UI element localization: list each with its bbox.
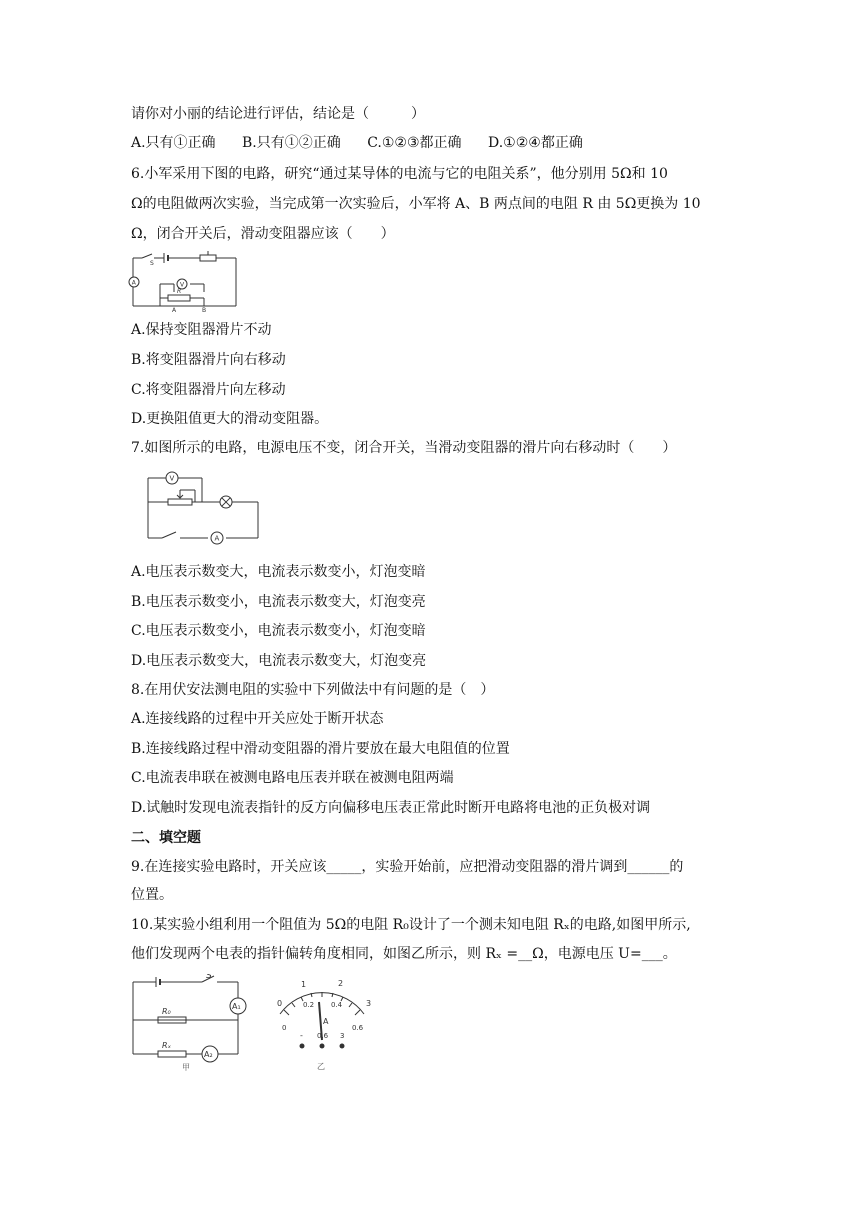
q5-option-a: A.只有①正确 xyxy=(131,135,216,151)
q10-yi-terminal-dot-3 xyxy=(340,1044,345,1049)
q10-line-1: 10.某实验小组利用一个阻值为 5Ω的电阻 R₀设计了一个测未知电阻 Rₓ的电路,如图甲所示, xyxy=(131,917,691,933)
q6-stem-line-3: Ω，闭合开关后，滑动变阻器应该（ ） xyxy=(131,226,395,242)
q5-option-c: C.①②③都正确 xyxy=(367,135,462,151)
q7-fig-ammeter-label: A xyxy=(214,534,220,543)
q6-fig-switch-label: S xyxy=(150,260,154,267)
q10-yi-terminal-dot-neg xyxy=(300,1044,305,1049)
q10-jia-ammeter2-label: A₂ xyxy=(204,1050,213,1059)
q10-yi-caption: 乙 xyxy=(317,1062,325,1071)
q7-circuit-figure xyxy=(140,466,264,550)
q10-figure-yi xyxy=(262,972,380,1074)
q10-yi-outer-tick-2: 2 xyxy=(338,979,344,988)
q6-option-b: B.将变阻器滑片向右移动 xyxy=(131,352,286,368)
q10-yi-outer-tick-0: 0 xyxy=(277,999,283,1008)
q10-jia-rx-label: Rₓ xyxy=(162,1041,172,1050)
q8-option-c: C.电流表串联在被测电路电压表并联在被测电阻两端 xyxy=(131,770,454,786)
q8-option-d: D.试触时发现电流表指针的反方向偏移电压表正常此时断开电路将电池的正负极对调 xyxy=(131,800,651,816)
q10-jia-ammeter1-label: A₁ xyxy=(232,1002,241,1011)
q10-yi-outer-tick-1: 1 xyxy=(301,980,307,989)
q10-yi-inner-tick-3: 0.6 xyxy=(352,1024,364,1032)
q10-jia-r0-label: R₀ xyxy=(162,1007,171,1016)
q10-line-2: 他们发现两个电表的指针偏转角度相同，如图乙所示，则 Rₓ =__Ω，电源电压 U=___。 xyxy=(131,946,677,962)
q10-yi-terminal-06: 0.6 xyxy=(317,1032,329,1040)
q10-yi-terminal-neg: - xyxy=(300,1031,303,1040)
q7-option-b: B.电压表示数变小，电流表示数变大，灯泡变亮 xyxy=(131,594,426,610)
q5-option-d: D.①②④都正确 xyxy=(488,135,583,151)
q10-figure-jia xyxy=(130,974,250,1074)
q6-option-d: D.更换阻值更大的滑动变阻器。 xyxy=(131,411,329,427)
q6-stem-line-2: Ω的电阻做两次实验，当完成第一次实验后，小军将 A、B 两点间的电阻 R 由 5Ω更换为 10 xyxy=(131,196,701,212)
q7-option-d: D.电压表示数变大，电流表示数变大，灯泡变亮 xyxy=(131,653,427,669)
q10-yi-unit-label: A xyxy=(323,1017,329,1026)
q10-yi-inner-tick-2: 0.4 xyxy=(331,1001,343,1009)
q7-fig-voltmeter-label: V xyxy=(169,474,175,483)
q10-yi-inner-tick-0: 0 xyxy=(282,1024,287,1032)
q6-circuit-figure xyxy=(128,250,240,312)
q6-fig-point-b-label: B xyxy=(202,307,207,312)
q7-option-a: A.电压表示数变大，电流表示数变小，灯泡变暗 xyxy=(131,564,426,580)
section-2-title: 二、填空题 xyxy=(131,830,201,846)
q6-option-a: A.保持变阻器滑片不动 xyxy=(131,322,272,338)
q6-option-c: C.将变阻器滑片向左移动 xyxy=(131,382,286,398)
q6-fig-resistor-label: R xyxy=(177,288,182,295)
q7-stem: 7.如图所示的电路，电源电压不变，闭合开关，当滑动变阻器的滑片向右移动时（ ） xyxy=(131,440,677,456)
q8-option-a: A.连接线路的过程中开关应处于断开状态 xyxy=(131,711,384,727)
q6-fig-voltmeter-label: V xyxy=(180,281,185,289)
q9-line-2: 位置。 xyxy=(131,887,173,903)
q9-line-1: 9.在连接实验电路时，开关应该_____，实验开始前，应把滑动变阻器的滑片调到______的 xyxy=(131,859,684,875)
q6-stem-line-1: 6.小军采用下图的电路，研究“通过某导体的电流与它的电阻关系”，他分别用 5Ω和 10 xyxy=(131,166,668,182)
q6-fig-point-a-label: A xyxy=(172,307,177,312)
q10-yi-inner-tick-1: 0.2 xyxy=(303,1001,315,1009)
q5-stem-tail: 请你对小丽的结论进行评估，结论是（ ） xyxy=(131,106,425,122)
q5-option-b: B.只有①②正确 xyxy=(242,135,341,151)
q6-fig-ammeter-label: A xyxy=(131,279,136,287)
q10-yi-terminal-dot-06 xyxy=(320,1044,325,1049)
q10-jia-caption: 甲 xyxy=(182,1063,190,1072)
q10-yi-terminal-3: 3 xyxy=(340,1032,345,1040)
q5-options xyxy=(131,133,605,153)
q8-option-b: B.连接线路过程中滑动变阻器的滑片要放在最大电阻值的位置 xyxy=(131,741,510,757)
q7-option-c: C.电压表示数变小，电流表示数变小，灯泡变暗 xyxy=(131,623,426,639)
q10-yi-outer-tick-3: 3 xyxy=(366,999,372,1008)
q8-stem: 8.在用伏安法测电阻的实验中下列做法中有问题的是（ ） xyxy=(131,682,495,698)
q10-jia-switch-label: S xyxy=(206,974,212,981)
